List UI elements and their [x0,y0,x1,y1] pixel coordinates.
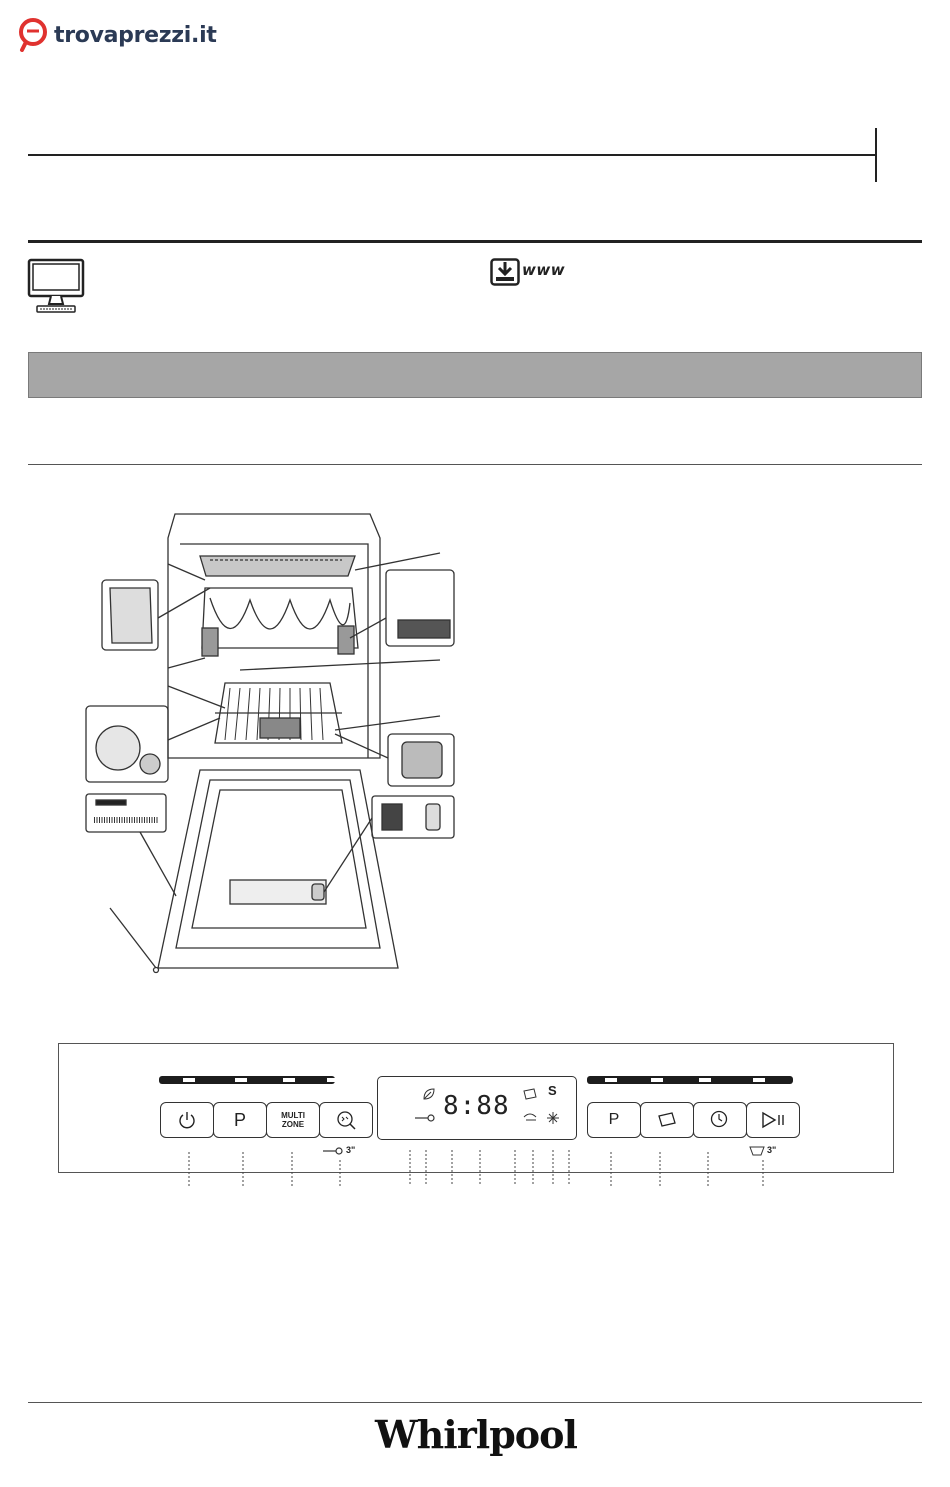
tablet-button[interactable] [640,1102,694,1138]
tablet-indicator-icon [522,1087,538,1101]
play-pause-icon [760,1111,786,1129]
title-rule [28,154,876,156]
delay-icon [709,1109,731,1131]
trovaprezzi-pin-icon [18,18,48,52]
inspect-icon [335,1109,357,1131]
footer-rule [28,1402,922,1403]
trovaprezzi-logo[interactable] [18,18,217,52]
eco-leaf-icon [422,1087,436,1101]
key-lock-icon [414,1113,436,1123]
panel-callout-lines [0,1150,950,1190]
status-display [377,1076,577,1140]
time-digits: 8:88 [443,1091,510,1121]
site-name: trovaprezzi.it [54,22,217,48]
power-button[interactable] [160,1102,214,1138]
section-header-bar [28,352,922,398]
section-rule [28,240,922,243]
program-icon: P [233,1109,246,1130]
sparkle-icon [546,1111,560,1125]
whirlpool-logo: Whirlpool [375,1412,577,1457]
indicator-bar-left [159,1076,335,1084]
tablet-icon [657,1111,677,1129]
rinse-aid-icon [522,1109,540,1123]
indicator-bar-right [587,1076,793,1084]
power-clean-button[interactable] [587,1102,641,1138]
download-icon [490,258,520,286]
divider-line [28,464,922,465]
multizone-label-bottom: ZONE [281,1120,305,1129]
multizone-icon [281,1111,305,1129]
start-pause-button[interactable] [746,1102,800,1138]
salt-indicator: S [548,1083,557,1098]
www-label: www [522,261,566,279]
power-clean-icon: P [608,1111,620,1128]
dishwasher-illustration [80,508,460,978]
title-rule-end [875,128,877,182]
multizone-button[interactable] [266,1102,320,1138]
monitor-icon [27,258,85,314]
multizone-label-top: MULTI [281,1111,305,1120]
program-button[interactable] [213,1102,267,1138]
inspect-button[interactable] [319,1102,373,1138]
delay-start-button[interactable] [693,1102,747,1138]
drain-hint-label: 3" [767,1145,777,1155]
power-icon [177,1110,197,1130]
lock-hint-label: 3" [346,1145,356,1155]
